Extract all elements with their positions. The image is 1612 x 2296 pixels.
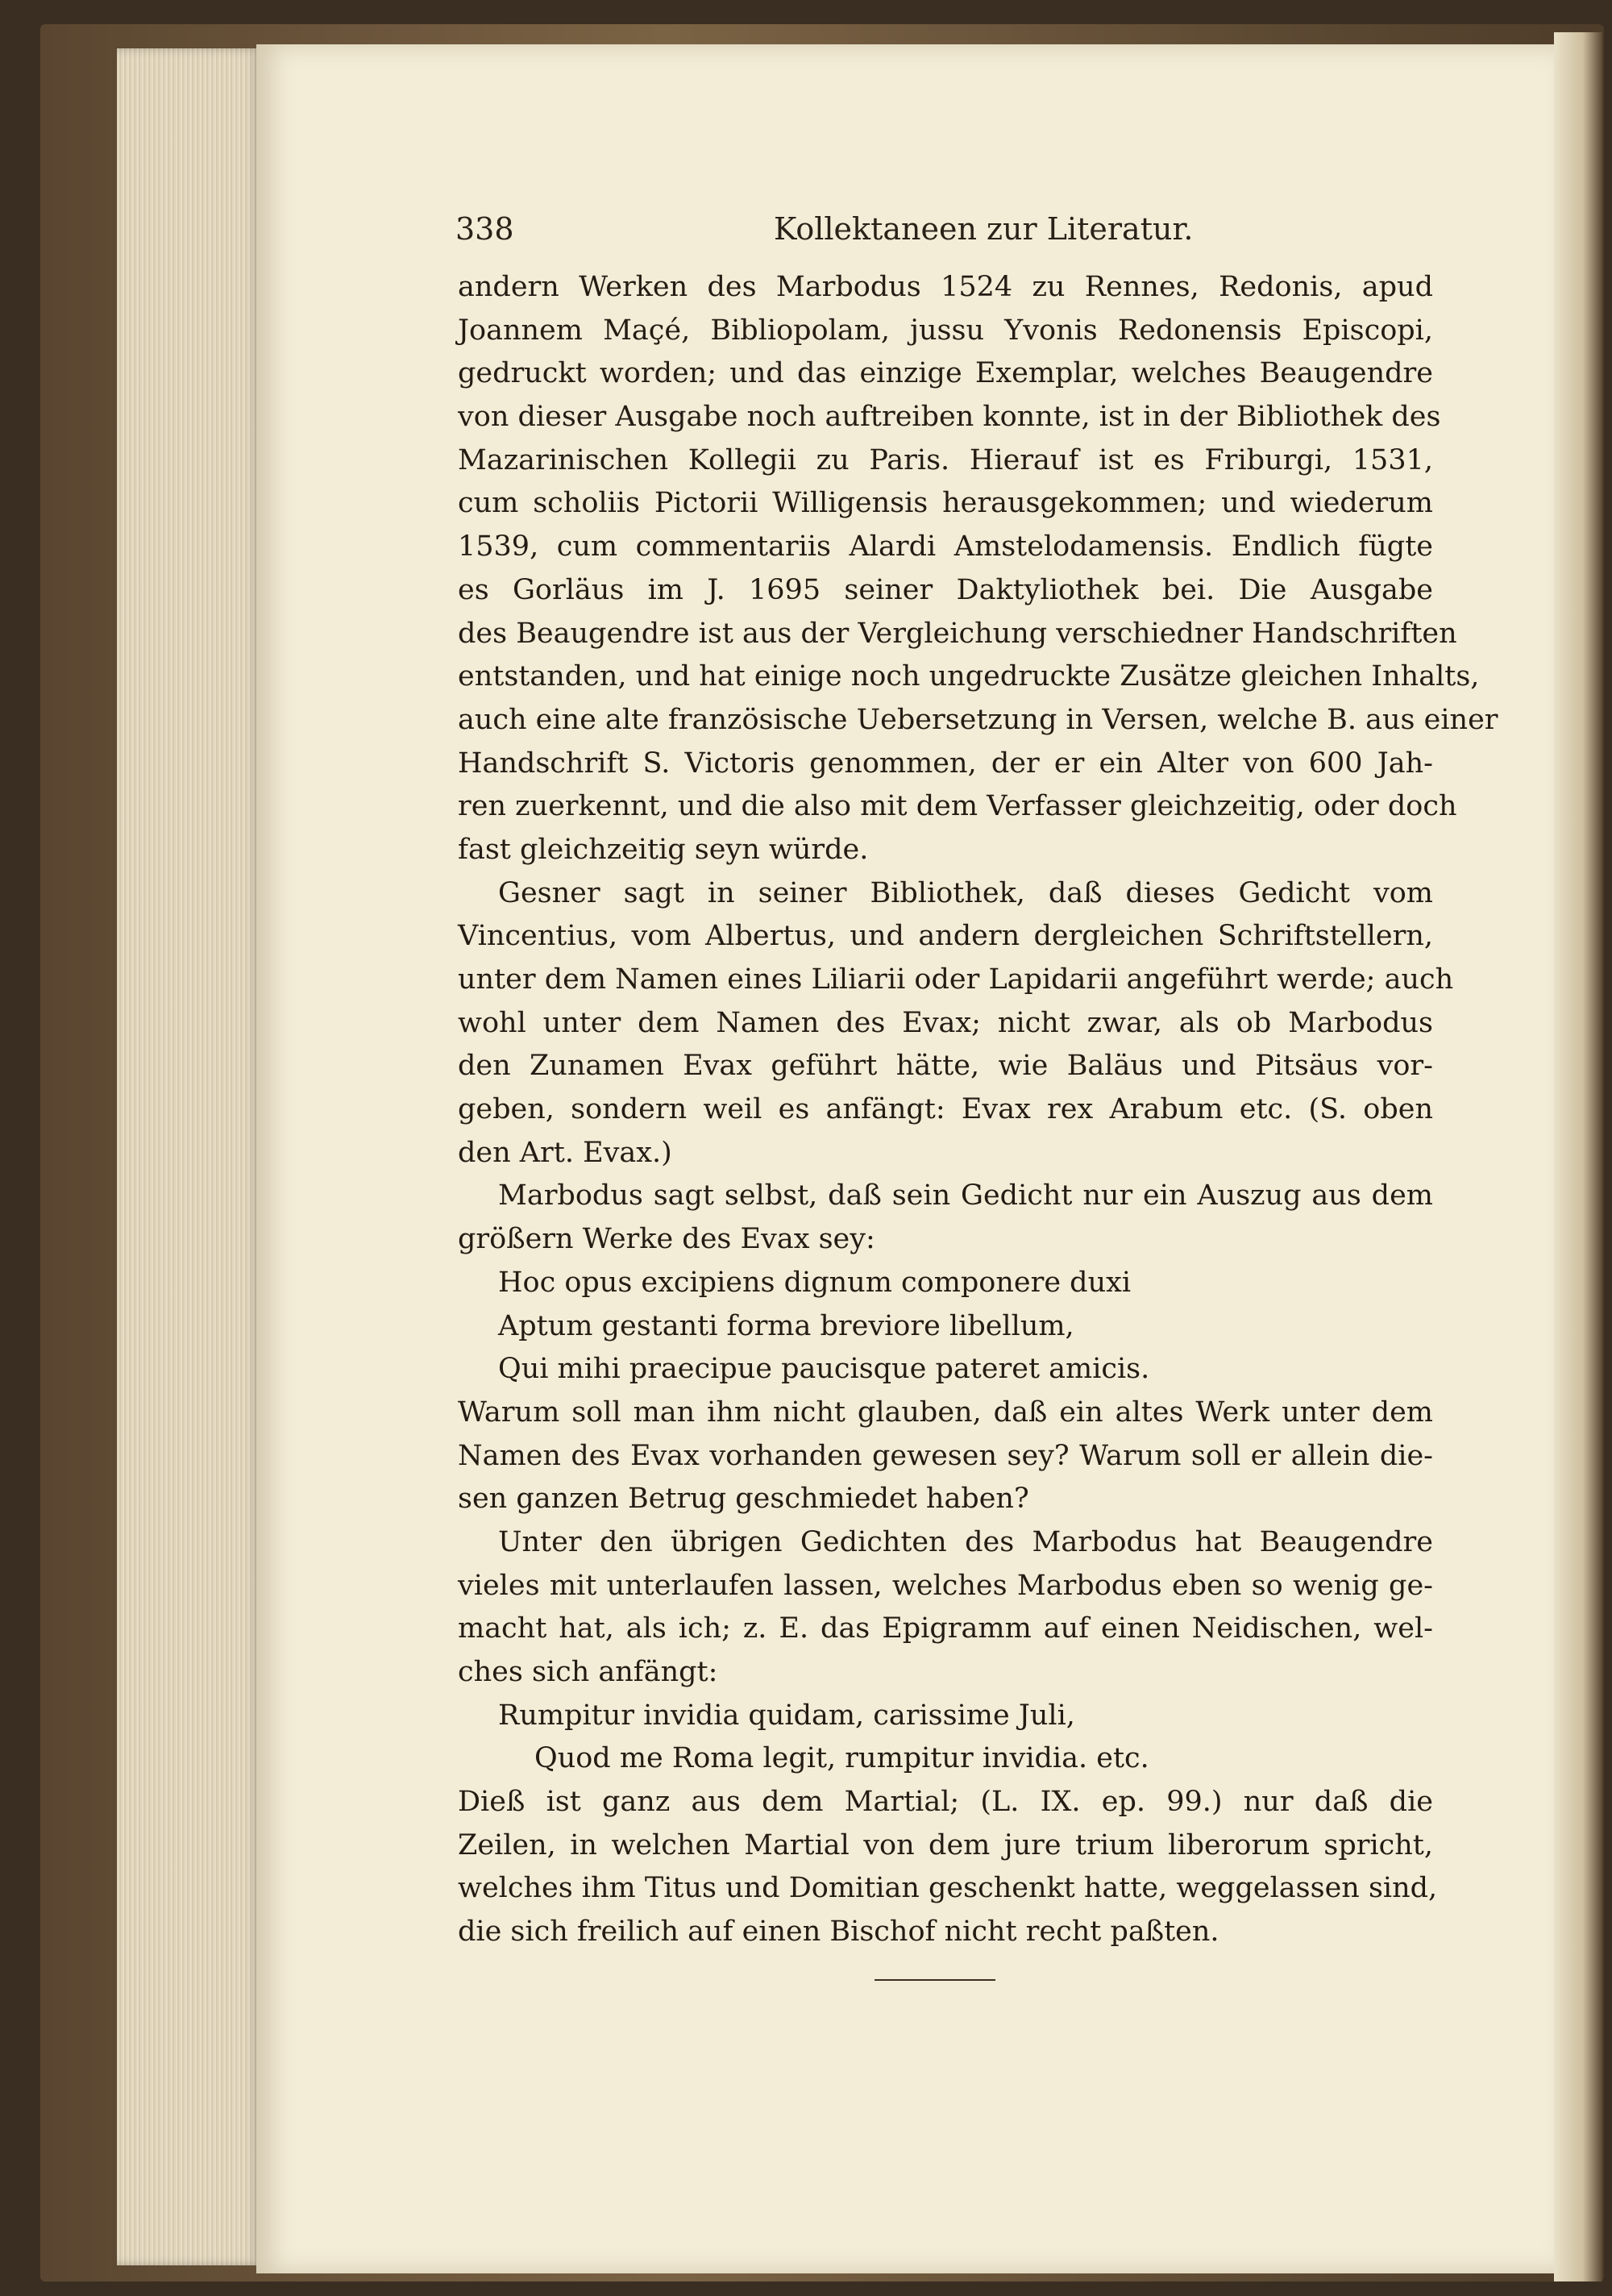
running-title: Kollektaneen zur Literatur. [774, 211, 1194, 247]
text-line: den Zunamen Evax geführt hätte, wie Baläus und Pitsäus vor- [458, 1050, 1433, 1083]
text-line: Handschrift S. Victoris genommen, der er ein Alter von 600 Jah- [458, 747, 1433, 780]
text-line: größern Werke des Evax sey: [458, 1223, 875, 1256]
facing-page-edge [1554, 32, 1602, 2281]
text-line: macht hat, als ich; z. E. das Epigramm auf einen Neidischen, wel- [458, 1612, 1433, 1645]
text-line: welches ihm Titus und Domitian geschenkt hatte, weggelassen sind, [458, 1872, 1438, 1905]
text-line: den Art. Evax.) [458, 1136, 672, 1169]
text-line: Vincentius, vom Albertus, und andern dergleichen Schriftstellern, [458, 920, 1433, 953]
body-text [458, 266, 1498, 1954]
verse-line: Qui mihi praecipue paucisque pateret amicis. [498, 1353, 1150, 1386]
text-line: geben, sondern weil es anfängt: Evax rex Arabum etc. (S. oben [458, 1093, 1433, 1126]
text-line: Mazarinischen Kollegii zu Paris. Hierauf ist es Friburgi, 1531, [458, 443, 1433, 476]
verse-line: Rumpitur invidia quidam, carissime Juli, [498, 1699, 1075, 1732]
text-line: von dieser Ausgabe noch auftreiben konnte, ist in der Bibliothek des [458, 401, 1441, 434]
text-line: andern Werken des Marbodus 1524 zu Rennes, Redonis, apud [458, 271, 1433, 303]
text-line: vieles mit unterlaufen lassen, welches Marbodus eben so wenig ge- [458, 1569, 1433, 1602]
page-edges [117, 48, 262, 2265]
running-header [455, 211, 1431, 252]
text-line: Gesner sagt in seiner Bibliothek, daß dieses Gedicht vom [498, 876, 1433, 909]
text-line: Zeilen, in welchen Martial von dem jure trium liberorum spricht, [458, 1828, 1433, 1861]
text-line: sen ganzen Betrug geschmiedet haben? [458, 1483, 1029, 1516]
text-line: Warum soll man ihm nicht glauben, daß ein altes Werk unter dem [458, 1395, 1433, 1429]
text-line: Namen des Evax vorhanden gewesen sey? Warum soll er allein die- [458, 1439, 1433, 1472]
verse-line: Aptum gestanti forma breviore libellum, [498, 1309, 1074, 1342]
text-line: Unter den übrigen Gedichten des Marbodus hat Beaugendre [498, 1525, 1433, 1558]
text-line: fast gleichzeitig seyn würde. [458, 833, 869, 866]
text-line: entstanden, und hat einige noch ungedruckte Zusätze gleichen Inhalts, [458, 660, 1480, 693]
text-line: die sich freilich auf einen Bischof nicht recht paßten. [458, 1915, 1219, 1949]
text-line: es Gorläus im J. 1695 seiner Daktyliothek bei. Die Ausgabe [458, 573, 1433, 606]
text-line: unter dem Namen eines Liliarii oder Lapidarii angeführt werde; auch [458, 963, 1454, 996]
page-number: 338 [455, 211, 514, 247]
text-line: ches sich anfängt: [458, 1656, 718, 1688]
verse-line: Hoc opus excipiens dignum componere duxi [498, 1266, 1132, 1299]
text-line: Dieß ist ganz aus dem Martial; (L. IX. ep. 99.) nur daß die [458, 1786, 1433, 1819]
text-line: Marbodus sagt selbst, daß sein Gedicht nur ein Auszug aus dem [498, 1179, 1433, 1212]
text-line: cum scholiis Pictorii Willigensis herausgekommen; und wiederum [458, 487, 1433, 520]
text-line: ren zuerkennt, und die also mit dem Verfasser gleichzeitig, oder doch [458, 790, 1457, 823]
text-line: des Beaugendre ist aus der Vergleichung verschiedner Handschriften [458, 617, 1457, 650]
text-line: auch eine alte französische Uebersetzung in Versen, welche B. aus einer [458, 703, 1498, 736]
text-line: wohl unter dem Namen des Evax; nicht zwar, als ob Marbodus [458, 1006, 1433, 1039]
text-line: 1539, cum commentariis Alardi Amstelodamensis. Endlich fügte [458, 530, 1433, 564]
text-line: gedruckt worden; und das einzige Exemplar, welches Beaugendre [458, 357, 1433, 390]
section-end-rule [875, 1979, 995, 1981]
verse-line: Quod me Roma legit, rumpitur invidia. etc. [534, 1742, 1149, 1775]
text-line: Joannem Maçé, Bibliopolam, jussu Yvonis Redonensis Episcopi, [458, 314, 1433, 347]
